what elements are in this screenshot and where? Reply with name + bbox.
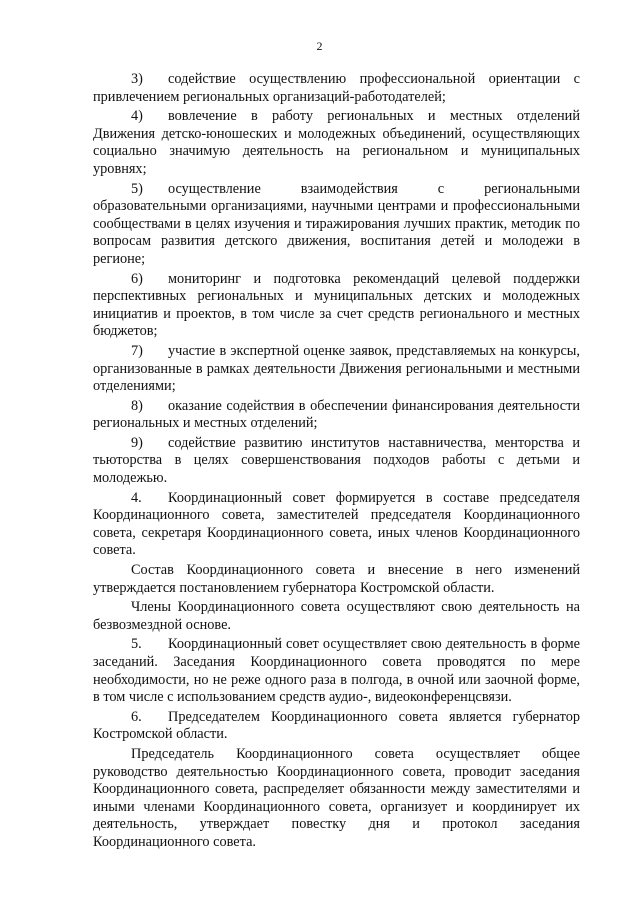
paragraph-text: участие в экспертной оценке заявок, представляемых на конкурсы, организованные в рамках деятельности Движения региональными и местными отделениями; xyxy=(93,342,580,395)
item-number: 4. xyxy=(131,489,142,506)
item-number: 5. xyxy=(131,636,142,653)
item-number: 3) xyxy=(131,71,143,87)
paragraph-text: Члены Координационного совета осуществляют свою деятельность на безвозмездной основе. xyxy=(93,599,580,633)
paragraph-section-4 xyxy=(93,490,580,560)
item-number: 9) xyxy=(131,434,143,451)
paragraph-composition xyxy=(93,562,580,597)
page-number: 2 xyxy=(316,39,323,53)
paragraph-section-6 xyxy=(93,709,580,744)
paragraph-item-8 xyxy=(93,398,580,433)
paragraph-text: Координационный совет осуществляет свою деятельность в форме заседаний. Заседания Координационного совета проводятся по мере необходимости, но не реже одного раза в полгода, в очной или заочной форме, в том числе с использованием средств аудио-, видеоконференцсвязи. xyxy=(93,636,580,706)
document-body xyxy=(93,71,580,853)
paragraph-item-6 xyxy=(93,271,580,341)
paragraph-item-3 xyxy=(93,71,580,106)
item-number: 4) xyxy=(131,108,143,125)
paragraph-text: Председателем Координационного совета является губернатор Костромской области. xyxy=(93,708,580,743)
paragraph-text: содействие развитию институтов наставничества, менторства и тьюторства в целях совершенствования подходов работы с детьми и молодежью. xyxy=(93,434,580,487)
item-number: 8) xyxy=(131,397,143,414)
paragraph-text: вовлечение в работу региональных и местных отделений Движения детско-юношеских и молодежных объединений, осуществляющих социально значимую деятельность на региональном и муниципальных уровнях; xyxy=(93,108,580,177)
item-number: 5) xyxy=(131,180,143,197)
paragraph-item-9 xyxy=(93,435,580,488)
paragraph-text: осуществление взаимодействия с региональными образовательными организациями, научными центрами и профессиональными сообществами в целях изучения и тиражирования лучших практик, методик по вопросам развития детского движения, воспитания детей и молодежи в регионе; xyxy=(93,180,580,267)
paragraph-item-7 xyxy=(93,343,580,396)
item-number: 7) xyxy=(131,342,143,359)
paragraph-text: мониторинг и подготовка рекомендаций целевой поддержки перспективных региональных и муниципальных детских и молодежных инициатив и проектов, в том числе за счет средств регионального и местных бюджетов; xyxy=(93,270,580,340)
item-number: 6. xyxy=(131,708,142,725)
paragraph-text: содействие осуществлению профессиональной ориентации с привлечением региональных организаций-работодателей; xyxy=(93,71,580,105)
paragraph-item-4 xyxy=(93,108,580,178)
paragraph-text: Председатель Координационного совета осуществляет общее руководство деятельностью Координационного совета, проводит заседания Координационного совета, распределяет обязанности между заместителями и иными членами Координационного совета, организует и координирует их деятельность, утверждает повестку дня и протокол заседания Координационного совета. xyxy=(93,745,580,850)
paragraph-members xyxy=(93,599,580,634)
paragraph-text: оказание содействия в обеспечении финансирования деятельности региональных и местных отделений; xyxy=(93,397,580,432)
paragraph-chairman-duties xyxy=(93,746,580,852)
paragraph-item-5 xyxy=(93,181,580,269)
paragraph-text: Состав Координационного совета и внесение в него изменений утверждается постановлением губернатора Костромской области. xyxy=(93,562,580,596)
paragraph-text: Координационный совет формируется в составе председателя Координационного совета, заместителей председателя Координационного совета, секретаря Координационного совета, иных членов Координационного совета. xyxy=(93,489,580,559)
item-number: 6) xyxy=(131,270,143,287)
paragraph-section-5 xyxy=(93,636,580,706)
